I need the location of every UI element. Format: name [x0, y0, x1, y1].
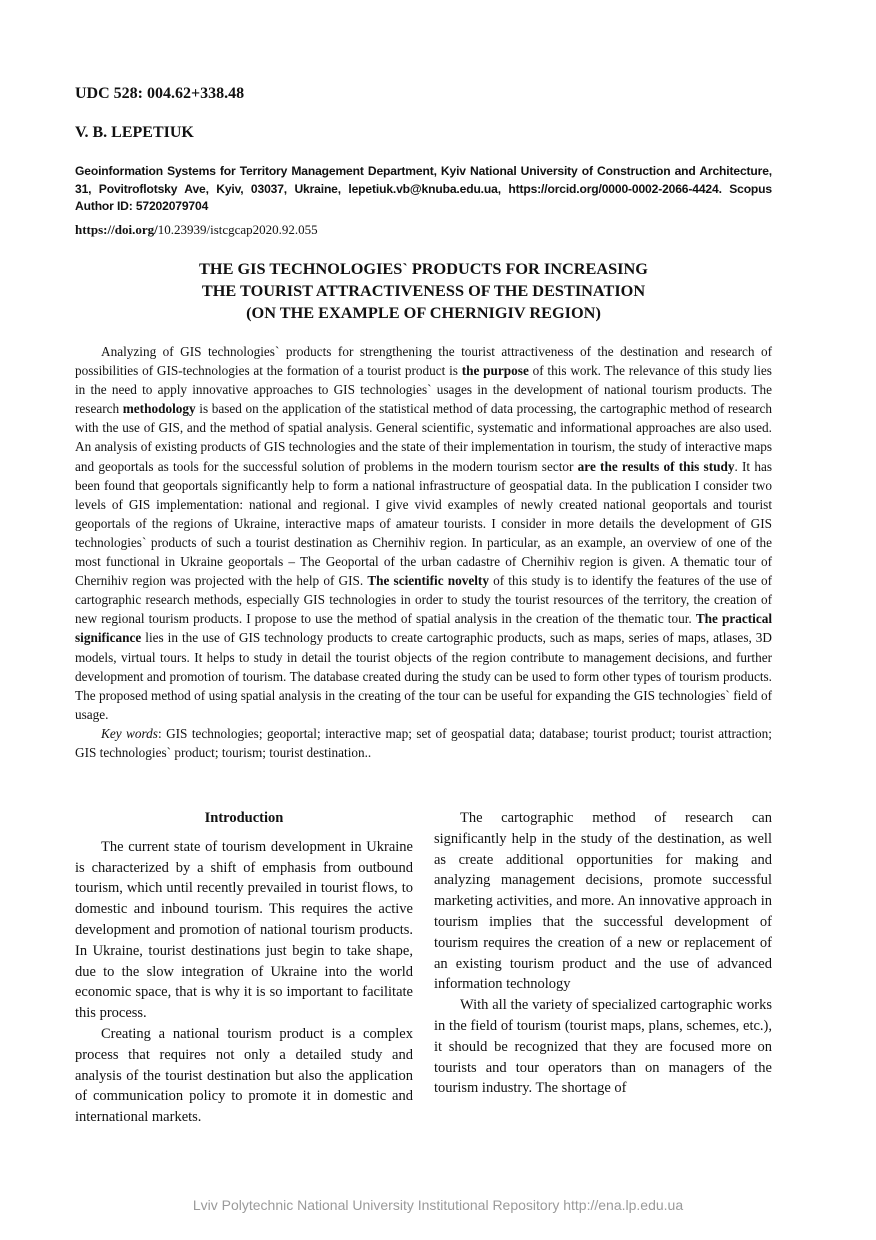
abstract-text: is based on the application of the statistical method of data processing, the cartographic method of research with the use of GIS, and the method of spatial analysis. General scientific, systematic and informational approaches are also used. An analysis of existing products of GIS technologies and the state of their implementation in tourism, the study of interactive maps and geoportals as tools for the successful solution of problems in the modern tourism sector	[75, 401, 772, 474]
repository-footer: Lviv Polytechnic National University Institutional Repository http://ena.lp.edu.ua	[192, 1197, 684, 1213]
body-paragraph: Creating a national tourism product is a complex process that requires not only a detailed study and analysis of the tourist destination but also the application of communication policy to promote it in domestic and international markets.	[75, 1025, 413, 1126]
abstract-text: Analyzing of GIS technologies` products for strengthening the tourist attractiveness of the destination and research of possibilities of GIS-technologies at the formation of a tourist product is	[75, 344, 772, 379]
abstract	[75, 342, 772, 762]
doi-link[interactable]	[75, 222, 318, 238]
section-heading: Introduction	[204, 810, 284, 826]
abstract-emphasis: The practical significance	[75, 611, 773, 646]
abstract-paragraph	[75, 342, 772, 724]
body-paragraph: The cartographic method of research can significantly help in the study of the destination, as well as create additional opportunities for making and analyzing management decisions, promote successful marketing activities, and more. An innovative approach in tourism implies that the successful development of tourism requires the creation of a new or replacement of an existing tourism product and the use of advanced information technology	[434, 810, 772, 993]
abstract-emphasis: methodology	[122, 401, 196, 417]
title-line-1: THE GIS TECHNOLOGIES` PRODUCTS FOR INCREASING	[199, 259, 648, 278]
abstract-emphasis: The scientific novelty	[367, 573, 489, 589]
body-paragraph: The current state of tourism development in Ukraine is characterized by a shift of emphasis from outbound tourism, which until recently prevailed in tourist flows, to domestic and inbound tourism. This requires the active development and promotion of national tourism products. In Ukraine, tourist destinations just begin to take shape, due to the slow integration of Ukraine into the world economic space, that is why it is so important to facilitate this process.	[75, 838, 413, 1022]
keywords	[75, 724, 772, 762]
abstract-text: lies in the use of GIS technology products to create cartographic products, such as maps, series of maps, atlases, 3D models, virtual tours. It helps to study in detail the tourist objects of the region contribute to management decisions, and further development and promotion of tourism. The database created during the study can be used to form other types of tourism products. The proposed method of using spatial analysis in the creating of the tour can be useful for expanding the GIS technologies` field of usage.	[75, 630, 772, 722]
author-name: V. B. LEPETIUK	[75, 124, 194, 141]
author-affiliation: Geoinformation Systems for Territory Management Department, Kyiv National University of Construction and Architecture, 31, Povitroflotsky Ave, Kyiv, 03037, Ukraine, lepetiuk.vb@knuba.edu.ua, https://orcid.org/0000-0002-2066-4424. Scopus Author ID: 57202079704	[75, 164, 772, 213]
left-column	[75, 808, 413, 1128]
keywords-list: : GIS technologies; geoportal; interactive map; set of geospatial data; database; tourist product; tourist attraction; GIS technologies` product; tourism; tourist destination..	[75, 725, 772, 760]
title-line-2: THE TOURIST ATTRACTIVENESS OF THE DESTINATION	[201, 281, 646, 300]
keywords-label: Key words	[101, 725, 158, 741]
right-column	[434, 808, 772, 1099]
abstract-text: of this work. The relevance of this study lies in the need to apply innovative approaches to GIS technologies` usages in the development of national tourism products. The research	[75, 363, 772, 417]
udc-code: UDC 528: 004.62+338.48	[75, 85, 245, 102]
paper-title	[75, 258, 772, 324]
doi-prefix: https://doi.org/	[75, 222, 158, 237]
abstract-text: of this study is to identify the features of the use of cartographic research methods, especially GIS technologies in order to study the tourist resources of the territory, the creation of new regional tourism products. I propose to use the method of spatial analysis in the creation of the thematic tour.	[75, 573, 772, 627]
abstract-emphasis: are the results of this study	[577, 458, 735, 474]
title-line-3: (ON THE EXAMPLE OF CHERNIGIV REGION)	[246, 303, 601, 322]
abstract-emphasis: the purpose	[461, 363, 529, 379]
abstract-text: . It has been found that geoportals significantly help to form a national infrastructure of geospatial data. In the publication I consider two levels of GIS implementation: national and regional. I give vivid examples of newly created national geoportals and tourist geoportals of the regions of Ukraine, interactive maps of amateur tourists. I consider in more details the development of GIS technologies` products of such a tourist destination as Chernihiv region. In particular, as an example, an overview of one of the most functional in Ukraine geoportals – The Geoportal of the urban cadastre of Chernihiv region is given. A thematic tour of Chernihiv region was projected with the help of GIS.	[75, 458, 772, 589]
doi-suffix: 10.23939/istcgcap2020.92.055	[157, 222, 318, 237]
body-paragraph: With all the variety of specialized cartographic works in the field of tourism (tourist maps, plans, schemes, etc.), it should be recognized that they are focused more on tourists and tour operators than on managers of the tourism industry. The shortage of	[434, 997, 772, 1097]
